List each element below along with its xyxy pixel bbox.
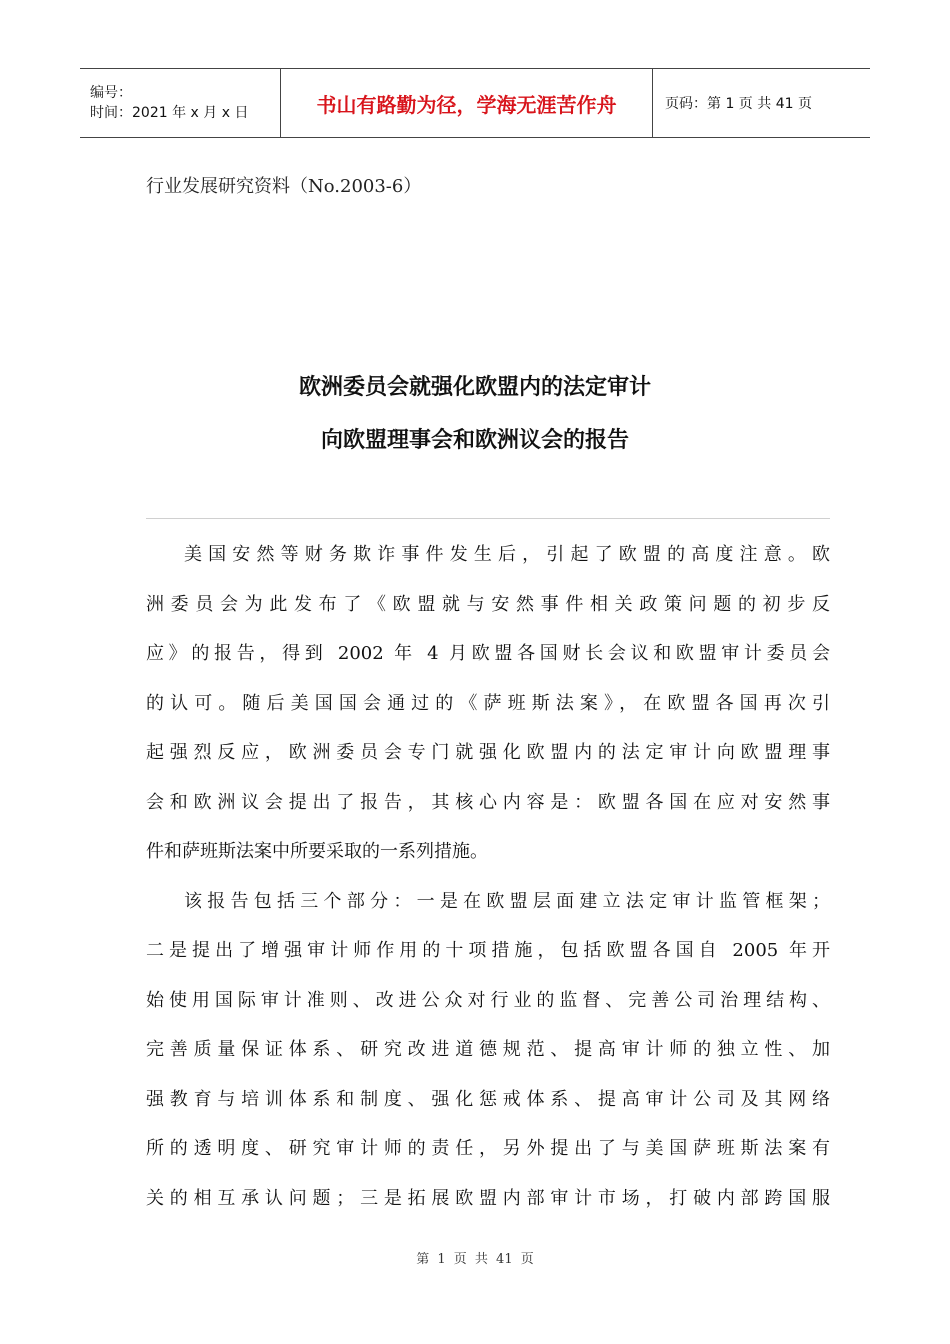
body-line: 应》的报告，得到 2002 年 4 月欧盟各国财长会议和欧盟审计委员会: [146, 643, 830, 664]
body-line: 美国安然等财务欺诈事件发生后，引起了欧盟的高度注意。欧: [184, 544, 830, 565]
body-line: 件和萨班斯法案中所要采取的一系列措施。: [146, 841, 488, 862]
page-info-text: 页码：第 1 页 共 41 页: [665, 96, 812, 112]
body-line: 洲委员会为此发布了《欧盟就与安然事件相关政策问题的初步反: [146, 593, 830, 615]
body-text: [146, 530, 830, 1223]
body-line: 关的相互承认问题；三是拓展欧盟内部审计市场，打破内部跨国服: [146, 1187, 830, 1209]
body-line: 会和欧洲议会提出了报告，其核心内容是：欧盟各国在应对安然事: [146, 791, 830, 813]
document-title-line-1: 欧洲委员会就强化欧盟内的法定审计: [298, 375, 651, 400]
body-line: 所的透明度、研究审计师的责任，另外提出了与美国萨班斯法案有: [146, 1138, 830, 1159]
body-line: 强教育与培训体系和制度、强化惩戒体系、提高审计公司及其网络: [146, 1088, 830, 1110]
header-motto: [281, 69, 653, 137]
header-meta: [80, 69, 281, 137]
document-title-line-2: 向欧盟理事会和欧洲议会的报告: [320, 428, 629, 453]
header-page-info: [653, 69, 870, 137]
body-line: 起强烈反应，欧洲委员会专门就强化欧盟内的法定审计向欧盟理事: [146, 742, 830, 763]
body-line: 二是提出了增强审计师作用的十项措施，包括欧盟各国自 2005 年开: [146, 940, 830, 961]
body-line: 完善质量保证体系、研究改进道德规范、提高审计师的独立性、加: [146, 1039, 830, 1060]
page-footer: 第 1 页 共 41 页: [416, 1252, 534, 1267]
motto-text: 书山有路勤为径，学海无涯苦作舟: [316, 92, 617, 117]
body-line: 该报告包括三个部分：一是在欧盟层面建立法定审计监管框架；: [184, 890, 830, 912]
page-header: [80, 68, 870, 138]
series-label: 行业发展研究资料（No.2003-6）: [146, 176, 422, 197]
body-line: 的认可。随后美国国会通过的《萨班斯法案》，在欧盟各国再次引: [146, 692, 830, 714]
document-number-label: 编号：: [90, 85, 132, 101]
body-line: 始使用国际审计准则、改进公众对行业的监督、完善公司治理结构、: [146, 989, 830, 1011]
document-date: 时间：2021 年 x 月 x 日: [90, 105, 249, 121]
divider: [146, 518, 830, 519]
